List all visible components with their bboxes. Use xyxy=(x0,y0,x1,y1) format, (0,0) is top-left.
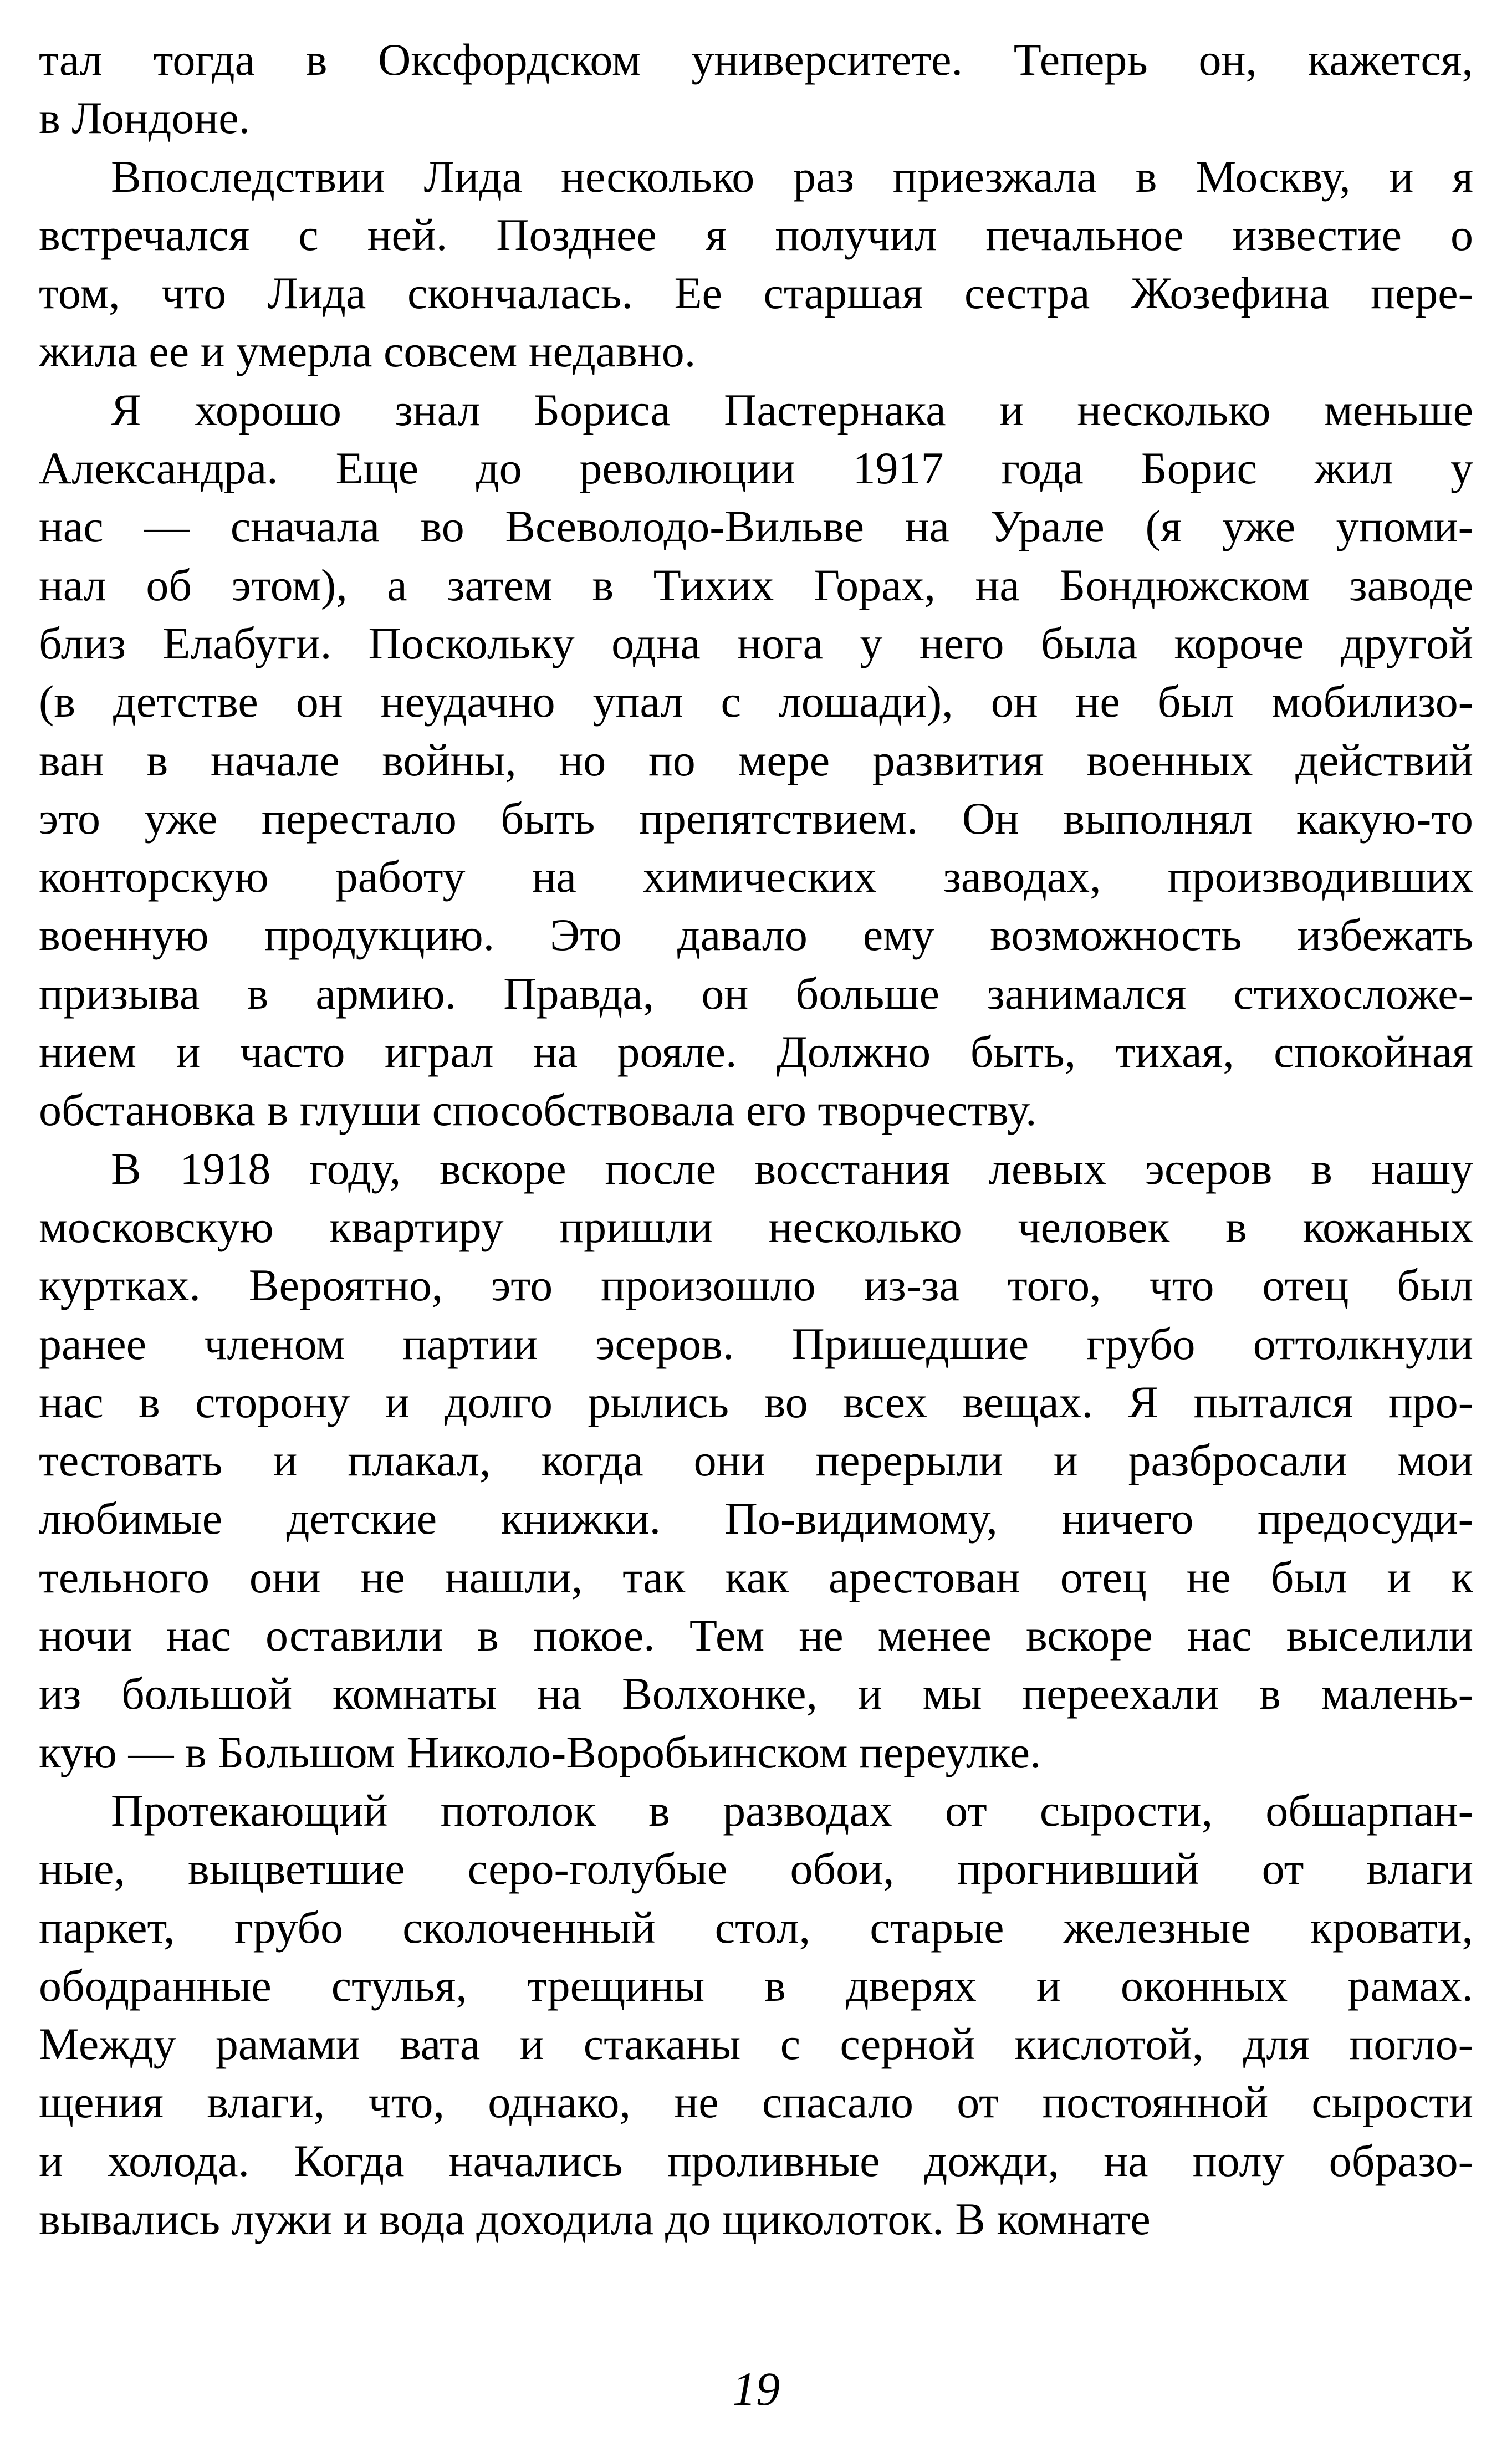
text-line: куртках. Вероятно, это произошло из-за того, что отец был xyxy=(39,1260,1473,1311)
text-line: вывались лужи и вода доходила до щиколоток. В комнате xyxy=(39,2193,1151,2244)
text-line: ободранные стулья, трещины в дверях и оконных рамах. xyxy=(39,1960,1473,2011)
text-line: московскую квартиру пришли несколько человек в кожаных xyxy=(39,1201,1473,1252)
paragraph xyxy=(39,1781,1473,2248)
text-line: и холода. Когда начались проливные дожди, на полу образо- xyxy=(39,2135,1473,2186)
text-line: обстановка в глуши способствовала его творчеству. xyxy=(39,1085,1037,1136)
paragraph xyxy=(39,30,1473,147)
text-line: Протекающий потолок в разводах от сырости, обшарпан- xyxy=(111,1785,1473,1836)
text-line: конторскую работу на химических заводах, производивших xyxy=(39,851,1473,902)
text-line: ночи нас оставили в покое. Тем не менее вскоре нас выселили xyxy=(39,1610,1473,1661)
text-line: призыва в армию. Правда, он больше занимался стихосложе- xyxy=(39,968,1473,1019)
text-line: ранее членом партии эсеров. Пришедшие грубо оттолкнули xyxy=(39,1318,1473,1369)
text-line: нас в сторону и долго рылись во всех вещах. Я пытался про- xyxy=(39,1376,1473,1427)
text-line: нас — сначала во Всеволодо-Вильве на Урале (я уже упоми- xyxy=(39,501,1473,552)
text-line: кую — в Большом Николо-Воробьинском переулке. xyxy=(39,1726,1041,1777)
text-line: щения влаги, что, однако, не спасало от постоянной сырости xyxy=(39,2077,1473,2128)
text-line: любимые детские книжки. По-видимому, ничего предосуди- xyxy=(39,1493,1473,1544)
text-line: жила ее и умерла совсем недавно. xyxy=(39,326,696,377)
text-line: это уже перестало быть препятствием. Он выполнял какую-то xyxy=(39,793,1473,844)
text-line: (в детстве он неудачно упал с лошади), он не был мобилизо- xyxy=(39,676,1473,727)
text-line: паркет, грубо сколоченный стол, старые железные кровати, xyxy=(39,1902,1473,1953)
text-line: Я хорошо знал Бориса Пастернака и несколько меньше xyxy=(111,384,1473,435)
text-line: В 1918 году, вскоре после восстания левых эсеров в нашу xyxy=(111,1143,1473,1194)
text-line: нием и часто играл на рояле. Должно быть, тихая, спокойная xyxy=(39,1026,1473,1077)
text-line: нал об этом), а затем в Тихих Горах, на Бондюжском заводе xyxy=(39,559,1473,610)
text-line: Впоследствии Лида несколько раз приезжала в Москву, и я xyxy=(111,151,1473,202)
text-line: в Лондоне. xyxy=(39,93,251,144)
text-line: ные, выцветшие серо-голубые обои, прогнивший от влаги xyxy=(39,1843,1473,1894)
text-line: тал тогда в Оксфордском университете. Теперь он, кажется, xyxy=(39,34,1473,85)
text-line: тельного они не нашли, так как арестован отец не был и к xyxy=(39,1551,1473,1602)
page-number: 19 xyxy=(732,2362,780,2415)
text-line: ван в начале войны, но по мере развития военных действий xyxy=(39,734,1473,785)
text-line: встречался с ней. Позднее я получил печальное известие о xyxy=(39,209,1473,260)
paragraph xyxy=(39,381,1473,1140)
text-line: том, что Лида скончалась. Ее старшая сестра Жозефина пере- xyxy=(39,268,1473,319)
page-body-text xyxy=(39,30,1473,2248)
text-line: Александра. Еще до революции 1917 года Борис жил у xyxy=(39,443,1473,494)
text-line: тестовать и плакал, когда они перерыли и разбросали мои xyxy=(39,1435,1473,1486)
text-line: близ Елабуги. Поскольку одна нога у него была короче другой xyxy=(39,617,1473,668)
text-line: военную продукцию. Это давало ему возможность избежать xyxy=(39,910,1473,961)
book-page xyxy=(39,30,1473,2414)
text-line: Между рамами вата и стаканы с серной кислотой, для погло- xyxy=(39,2019,1473,2070)
paragraph xyxy=(39,1140,1473,1781)
paragraph xyxy=(39,147,1473,381)
text-line: из большой комнаты на Волхонке, и мы переехали в малень- xyxy=(39,1668,1473,1719)
